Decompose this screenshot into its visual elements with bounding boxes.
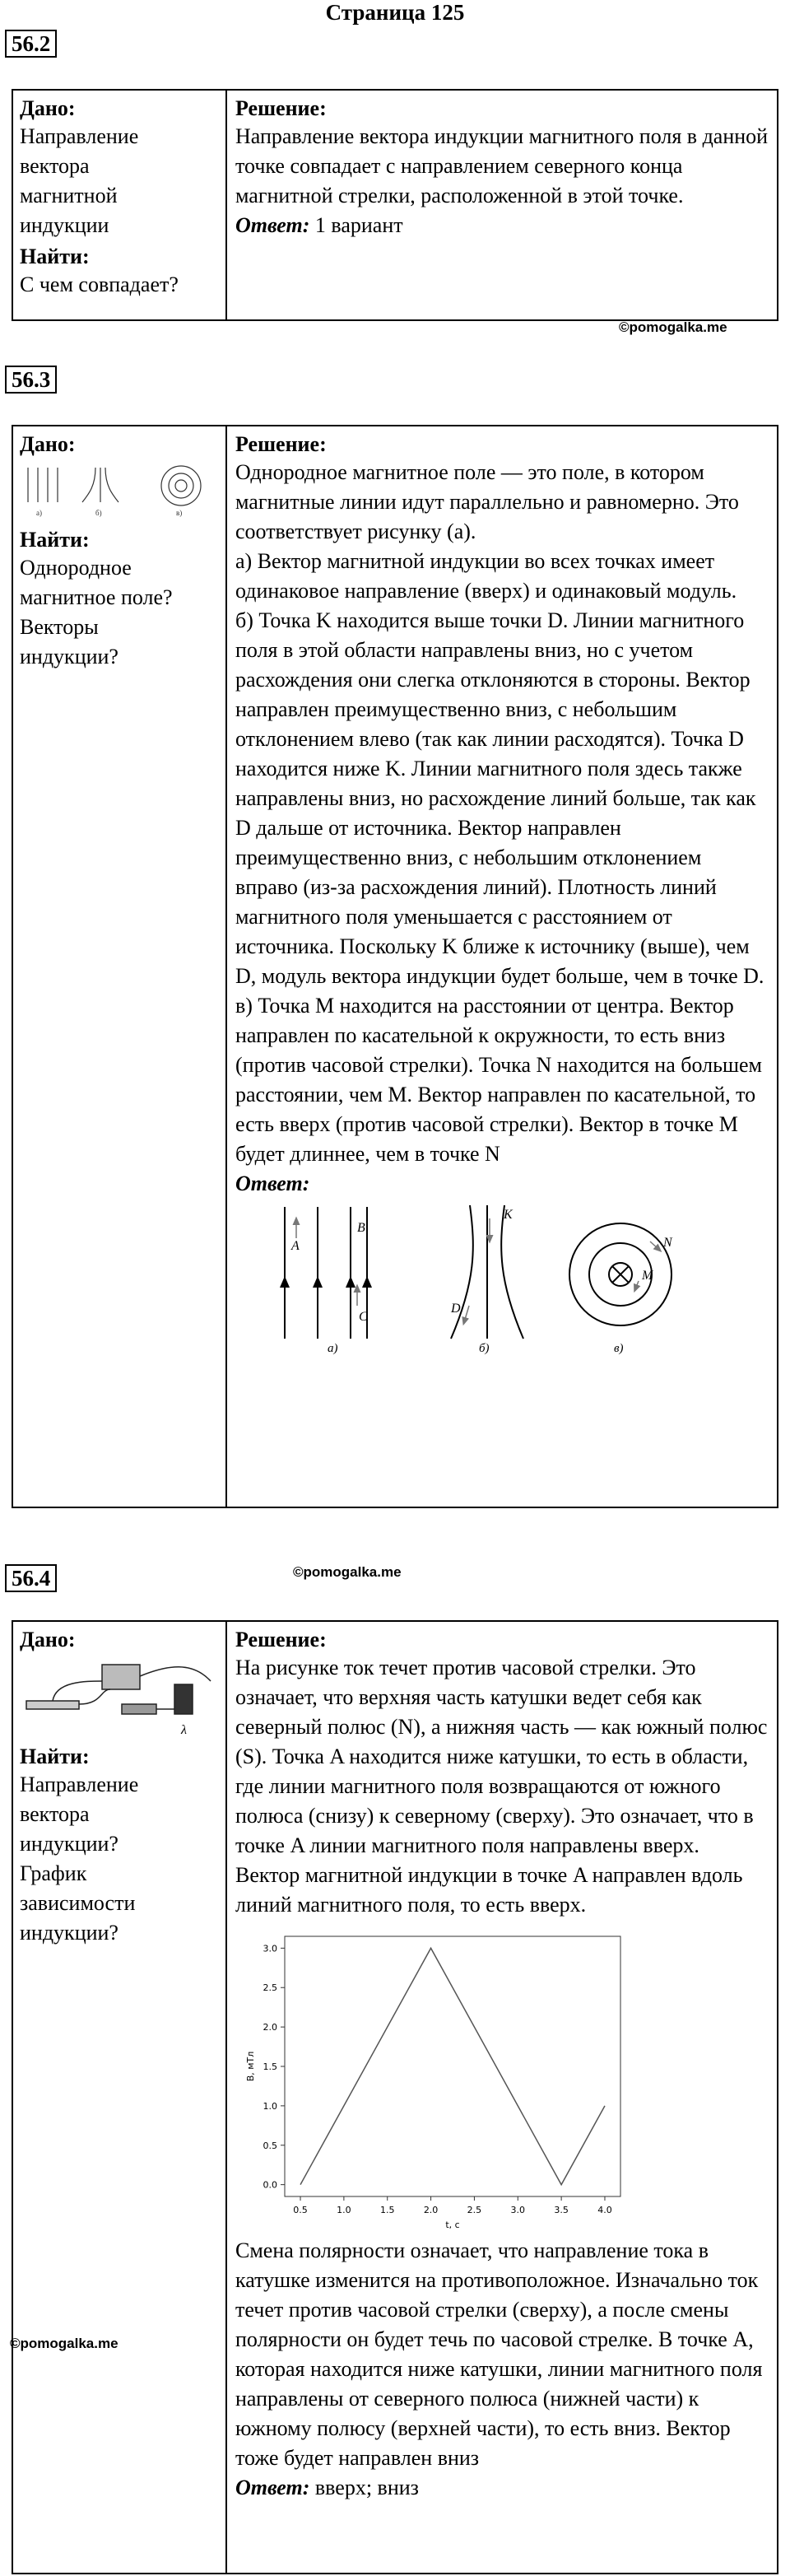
answer-label: Ответ:: [235, 1172, 310, 1195]
watermark: ©pomogalka.me: [10, 2336, 118, 2351]
find-text: Направление вектора индукции? График зависимости индукции?: [20, 1772, 139, 1945]
x-tick-label: 0.5: [293, 2205, 308, 2215]
solution-paragraph: в) Точка M находится на расстоянии от центра. Вектор направлен по касательной к окружности, то есть вниз (против часовой стрелки). Точка N находится на большем расстоянии, чем M. Вектор направлен по касательной, то есть вверх (против часовой стрелки). Вектор в точке M будет длиннее, чем в точке N: [235, 994, 762, 1166]
figure-label-lambda: λ: [181, 1723, 187, 1737]
y-tick-label: 2.5: [263, 1982, 277, 1994]
y-tick-label: 0.5: [263, 2140, 277, 2151]
given-figures-image: [20, 461, 217, 519]
point-label-a: A: [291, 1239, 300, 1253]
point-label-k: K: [504, 1208, 513, 1222]
watermark: ©pomogalka.me: [293, 1564, 402, 1580]
point-label-b: B: [357, 1221, 365, 1235]
y-tick-label: 2.0: [263, 2022, 277, 2033]
answer-text: вверх; вниз: [309, 2476, 419, 2499]
find-label: Найти:: [20, 245, 90, 268]
task-number-56-2: 56.2: [5, 30, 57, 58]
x-tick-label: 2.5: [467, 2205, 482, 2215]
solution-paragraph: б) Точка K находится выше точки D. Линии магнитного поля в этой области направлены вниз, но с учетом расхождения они слегка отклоняются в стороны. Вектор направлен преимущественно вниз, с небольшим отклонением влево (так как линии расходятся). Точка D находится ниже K. Линии магнитного поля здесь также направлены вниз, но расхождение линий больше, так как D дальше от источника. Вектор направлен преимущественно вниз, с небольшим отклонением вправо (из-за расхождения линий). Плотность линий магнитного поля уменьшается с расстоянием от источника. Поскольку K ближе к источнику (выше), чем D, модуль вектора индукции будет больше, чем в точке D.: [235, 608, 764, 988]
x-tick-label: 3.5: [554, 2205, 569, 2215]
task-number-56-3: 56.3: [5, 366, 57, 394]
solution-column: [227, 1622, 777, 2573]
figure-label-c: в): [614, 1342, 624, 1355]
given-column: [13, 91, 227, 319]
task-number-56-4: 56.4: [5, 1564, 57, 1592]
y-tick-label: 1.0: [263, 2100, 277, 2112]
find-text: Однородное магнитное поле? Векторы индукции?: [20, 556, 173, 668]
solution-column: [227, 426, 777, 1507]
solution-text: Направление вектора индукции магнитного поля в данной точке совпадает с направлением северного конца магнитной стрелки, расположенной в этой точке.: [235, 124, 769, 207]
solution-label: Решение:: [235, 96, 327, 120]
solution-label: Решение:: [235, 432, 327, 456]
page-title: Страница 125: [325, 0, 465, 25]
svg-text:в): в): [176, 509, 183, 517]
y-tick-label: 1.5: [263, 2061, 277, 2072]
figure-b: [451, 1205, 523, 1339]
y-tick-label: 3.0: [263, 1943, 277, 1954]
figure-label-b: б): [479, 1342, 490, 1355]
point-label-m: M: [642, 1269, 653, 1283]
find-text: С чем совпадает?: [20, 273, 179, 296]
solution-text-2: Смена полярности означает, что направление тока в катушке изменится на противоположное. Изначально ток течет против часовой стрелки (сверху), а после смены полярности он будет течь по часовой стрелке. В точке A, которая находится ниже катушки, линии магнитного поля направлены от северного полюса (нижней части) к южному полюсу (верхней части), то есть вниз. Вектор тоже будет направлен вниз: [235, 2238, 763, 2470]
y-axis-label: B, мТл: [245, 2051, 256, 2082]
svg-text:б): б): [95, 509, 102, 517]
solution-text: На рисунке ток течет против часовой стрелки. Это означает, что верхняя часть катушки ведет себя как северный полюс (N), а нижняя часть — как южный полюс (S). Точка A находится ниже катушки, то есть в области, где линии магнитного поля возвращаются от южного полюса (снизу) к северному (сверху). Это означает, что в точке A линии магнитного поля направлены вверх. Вектор магнитной индукции в точке A направлен вдоль линий магнитного поля, то есть вверх.: [235, 1656, 768, 1917]
given-label: Дано:: [20, 96, 76, 120]
x-axis-label: t, c: [445, 2220, 460, 2230]
circuit-image: [20, 1656, 217, 1739]
x-tick-label: 3.0: [510, 2205, 526, 2215]
point-label-n: N: [663, 1236, 672, 1250]
induction-chart: [235, 1923, 630, 2233]
x-tick-label: 2.0: [423, 2205, 439, 2215]
point-label-c: C: [359, 1310, 368, 1324]
task-56-4-table: [12, 1620, 778, 2574]
find-label: Найти:: [20, 1745, 90, 1768]
svg-text:а): а): [36, 509, 42, 517]
solution-label: Решение:: [235, 1628, 327, 1651]
y-tick-label: 0.0: [263, 2179, 277, 2191]
figure-a: [285, 1207, 367, 1339]
given-column: [13, 426, 227, 1507]
point-label-d: D: [451, 1302, 461, 1316]
given-text: Направление вектора магнитной индукции: [20, 124, 139, 237]
chart-frame: [285, 1936, 620, 2196]
find-label: Найти:: [20, 528, 90, 552]
answer-label: Ответ:: [235, 213, 310, 237]
solution-paragraph: а) Вектор магнитной индукции во всех точках имеет одинаковое направление (вверх) и одинаковый модуль.: [235, 549, 737, 603]
x-tick-label: 1.0: [337, 2205, 351, 2215]
watermark: ©pomogalka.me: [619, 319, 727, 335]
answer-label: Ответ:: [235, 2476, 310, 2499]
figure-label-a: а): [328, 1342, 338, 1355]
x-tick-label: 1.5: [379, 2205, 395, 2215]
answer-text: 1 вариант: [309, 213, 403, 237]
task-56-2-table: [12, 89, 778, 321]
given-column: [13, 1622, 227, 2573]
figure-c: [569, 1223, 672, 1325]
task-56-3-table: [12, 425, 778, 1508]
solution-column: [227, 91, 777, 319]
given-label: Дано:: [20, 1628, 76, 1651]
x-tick-label: 4.0: [597, 2205, 612, 2215]
answer-figures: [235, 1199, 696, 1355]
solution-paragraph: Однородное магнитное поле — это поле, в котором магнитные линии идут параллельно и равномерно. Это соответствует рисунку (а).: [235, 460, 739, 543]
given-label: Дано:: [20, 432, 76, 456]
